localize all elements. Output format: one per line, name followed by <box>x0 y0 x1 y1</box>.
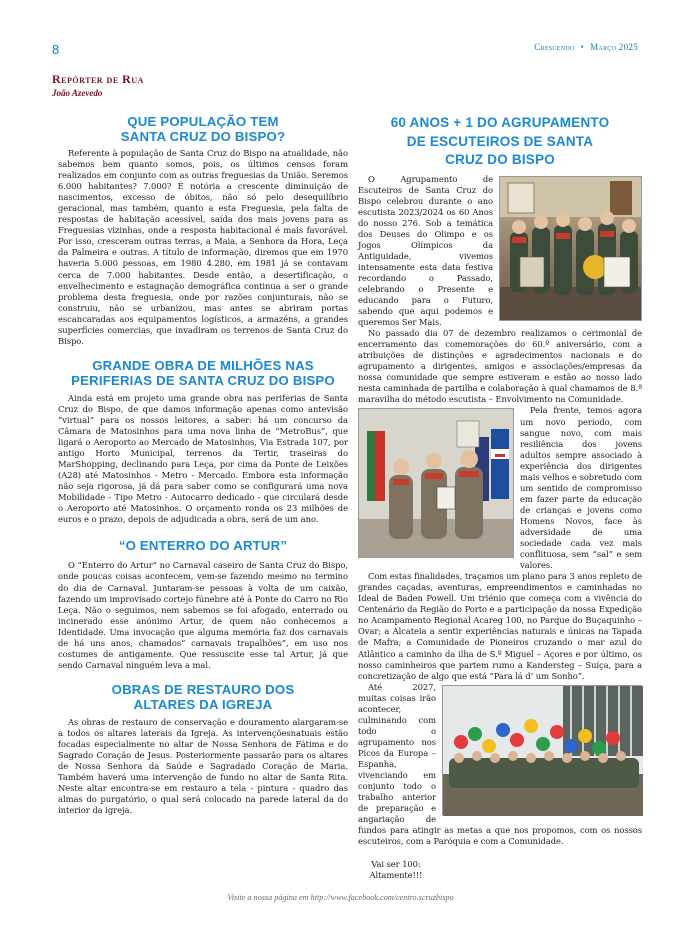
section-title: Repórter de Rua <box>52 72 144 86</box>
article-obra-title-line2: PERIFERIAS DE SANTA CRUZ DO BISPO <box>71 372 335 388</box>
section-author: João Azevedo <box>52 88 103 98</box>
scouts-trophy-illustration <box>500 177 642 321</box>
publication-name: Crescendo <box>534 42 575 52</box>
article-populacao-title-line2: SANTA CRUZ DO BISPO? <box>120 129 286 144</box>
page-number: 8 <box>52 42 60 57</box>
header-separator: • <box>580 42 585 52</box>
article-restauro-title-line2: ALTARES DA IGREJA <box>133 696 273 712</box>
balloons-illustration <box>443 686 643 816</box>
right-column <box>358 110 642 881</box>
ceremony-illustration <box>359 409 514 558</box>
article-escuteiros-title-line3: CRUZ DO BISPO <box>445 152 555 167</box>
footer-link-text: Visite a nossa página em http://www.facebook.com/centro.scruzbispo <box>227 893 454 902</box>
closing-line1: Vai ser 100: <box>371 859 421 870</box>
article-escuteiros-paragraph2: No passado dia 07 de dezembro realizamos o cerimonial de encerramento das comemorações do 60.º aniversário, com a atribuições de distinções e agradecimentos nacionais e do agrupamento a dirigentes, amigos e associações/empresas da nossa comunidade que sempre estiveram e estão ao nosso lado nesta caminhada de partilha e colaboração à qual chamamos de 8.ª maravilha do método escutista – Envolvimento na Comunidade. <box>358 328 642 405</box>
article-populacao-paragraph: Referente à população de Santa Cruz do Bispo na atualidade, não sabemos bem quanto somos, pois, os últimos censos foram realizados em conjunto com as outras freguesias da União. Seremos 6.000 habitantes? 7.000? É notória a crescente diminuição de nascimentos, excesso de óbitos, não só pelo desequilíbrio geracional, mas também, quanto a esta Freguesia, pela falta de respostas de habitação acessível, saída dos mais jovens para as Freguesias vizinhas, onde a resposta habitacional é mais favorável. Por isso, cresceram outras terras, a Maia, a Senhora da Hora, Leça da Palmeira e outras. A título de informação, diremos que em 1970 haveria 5.000 pessoas, em 1980 4.280, em 1981 já se contavam cerca de 7.000 habitantes. Desde então, a desertificação, o envelhecimento e estagnação demográfica continua a ser o grande problema desta freguesia, onde por razões conjunturais, não se construiu, não se urbanizou, mas antes se abriram portas escancaradas aos equipamentos logísticos, a armazéns, a grandes superfícies comercias, que invadiram os terrenos de Santa Cruz do Bispo. <box>58 148 348 346</box>
article-escuteiros-title-line2: DE ESCUTEIROS DE SANTA <box>406 133 594 149</box>
balloons-group-photo <box>442 685 642 815</box>
article-enterro-paragraph: O “Enterro do Artur” no Carnaval caseiro de Santa Cruz do Bispo, onde poucas coisas acontecem, vem-se fazendo mesmo no termino do dia de Carnaval. Juntaram-se pessoas à volta de um caixão, fazendo um improvisado cortejo fúnebre até à Ponte do Carro no Rio Leça. Não o seguimos, nem sabemos se foi afogado, enterrado ou incinerado esse anónimo Artur, de quem não conhecemos a Identidade. Uma invocação que alguma memória faz dos carnavais de há uns anos, chamados” carnavais trapalhões”, em uso nos costumes de antigamente. Que ressuscite esse tal Artur, já que sendo Carnaval ninguém leva a mal. <box>58 560 348 670</box>
article-obra-paragraph: Ainda está em projeto uma grande obra nas periferias de Santa Cruz do Bispo, de que damos informação apenas como antevisão “virtual” para os nossos leitores, a saber: há um concurso da Câmara de Matosinhos para uma nova linha de “MetroBus”, que ligará o Aeroporto ao Mercado de Matosinhos, Via Estrada 107, por antigo Horto Municipal, terrenos da Tertir, traseiras do MarShopping, declinando para Leça, por cima da Ponte de Leixões (A28) até Matosinhos - Metro - Mercado. Embora esta informação não seja rigorosa, já dá para saber como se configurará uma nova Mobilidade - Tipo Metro - Autocarro dedicado - que circulará desde o Aeroporto até Matosinhos. O orçamento ronda os 23 milhões de euros e o prazo, depois de adjudicada a obra, será de um ano. <box>58 392 348 525</box>
article-populacao-title <box>58 114 348 144</box>
article-obra-title-line1: GRANDE OBRA DE MILHÕES NAS <box>92 357 314 373</box>
article-obra-title <box>58 358 348 388</box>
article-escuteiros-paragraph3: Pela frente, temos agora um novo período, com sangue novo, com mais resiliência dos jovens adultos sempre associado à experiência dos dirigentes mais velhos e sobretudo com um sentido de compromisso em fazer parte da educação de crianças e jovens como Homens Novos, face às adversidade de uma sociedade cada vez mais conflituosa, sem “sal” e sem valores. <box>520 405 642 571</box>
scouts-trophy-photo <box>499 176 642 321</box>
article-restauro-paragraph: As obras de restauro de conservação e douramento alargaram-se a todos os altares laterais da Igreja. As intervençõesnatuais estão focadas especialmente no altar de Nossa Senhora de Fátima e do Sagrado Coração de Jesus. Posteriormente passarão para os altares de Nossa Senhora da Saúde e Sagradado Coração de Maria. Também haverá uma intervenção de fundo no altar de Santa Rita. Neste altar encontra-se em restauro a tela - pintura - quadro das almas do purgatório, o qual será colocado na parede lateral da do interior da igreja. <box>58 716 348 816</box>
article-escuteiros-title <box>358 114 642 170</box>
article-escuteiros-title-line1: 60 ANOS + 1 DO AGRUPAMENTO <box>390 115 610 130</box>
publication-header <box>531 42 641 52</box>
article-restauro-title <box>58 682 348 712</box>
closing-line2: Altamente!!! <box>369 870 423 881</box>
article-escuteiros-paragraph5: Até 2027, muitas coisas irão acontecer, culminando com todo o agrupamento nos Picos da Europa – Espanha, vivenciando em conjunto todo o trabalho anterior de preparação e angariação de fundos para atingir as metas a que nos propomos, com os nossos escuteiros, com a Paróquia e com a Comunidade. <box>358 681 642 847</box>
article-escuteiros-paragraph4: Com estas finalidades, traçamos um plano para 3 anos repleto de grandes caçadas, aventuras, empreendimentos e caminhadas no Ideal de Baden Powell. Um triénio que começa com a vivência do Centenário da Região do Porto e a participação da nossa Expedição no Acampamento Regional Acareg 100, no Parque do Buçaquinho – Ovar; a Alcateia a sentir experiências naturais e únicas na Tapada de Mafra; a Comunidade de Pioneiros cruzando o mar azul do Atlântico a caminho da ilha de S.º Miguel – Açores e por último, os nosso caminheiros que partem rumo a Kandersteg – Suíça, para a concretização de algo que está “Para lá d’ um Sonho”. <box>358 571 642 681</box>
article-escuteiros-paragraph1: O Agrupamento de Escuteiros de Santa Cruz do Bispo celebrou durante o ano escutista 2023/2024 os 60 Anos do nosso 276. Sob a temática dos Deuses do Olimpo e os Jogos Olímpicos da Antiguidade, vivemos intensamente esta data festiva recordando o Passado, celebrando o Presente e educando para o Futuro, sabendo que aqui podemos e queremos Ser Mais. <box>358 173 493 328</box>
article-populacao-title-line1: QUE POPULAÇÃO TEM <box>127 114 279 129</box>
article-restauro-title-line1: OBRAS DE RESTAURO DOS <box>111 681 295 697</box>
left-column <box>58 110 348 816</box>
article-enterro-title: “O ENTERRO DO ARTUR” <box>118 538 288 554</box>
publication-date: Março 2025 <box>590 42 638 52</box>
ceremony-photo <box>358 408 514 558</box>
